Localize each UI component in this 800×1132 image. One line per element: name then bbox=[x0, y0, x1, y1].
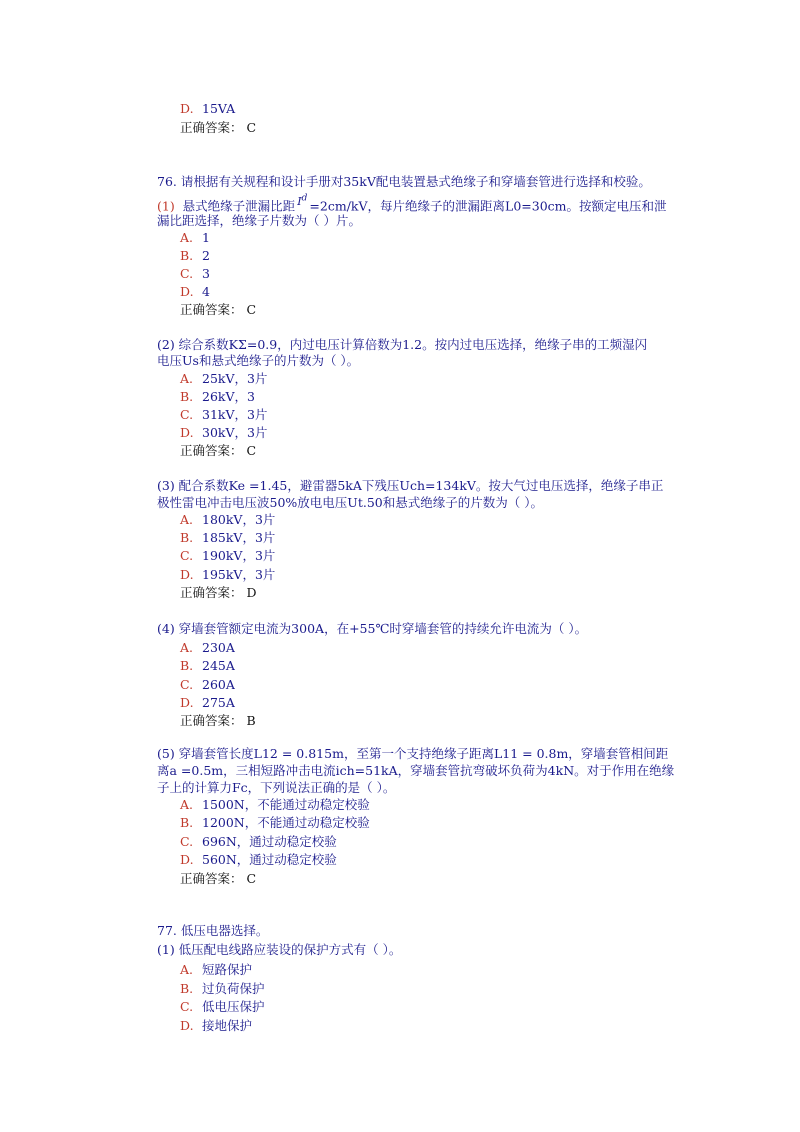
correct-answer: 正确答案： C bbox=[180, 302, 257, 317]
option-d bbox=[180, 100, 235, 118]
option-text: 1500N，不能通过动稳定校验 bbox=[202, 797, 370, 812]
option-d bbox=[180, 283, 210, 301]
option-letter: C. bbox=[180, 548, 194, 563]
option-c bbox=[180, 265, 210, 283]
option-text: 195kV，3片 bbox=[202, 567, 276, 582]
option-letter: B. bbox=[180, 530, 194, 545]
option-letter: A. bbox=[180, 230, 194, 245]
option-text: 560N，通过动稳定校验 bbox=[202, 852, 337, 867]
option-text: 短路保护 bbox=[202, 962, 253, 977]
sub1-text-b: =2cm/kV，每片绝缘子的泄漏距离L0=30cm。按额定电压和泄 bbox=[309, 198, 667, 214]
option-a bbox=[180, 370, 267, 388]
q76-sub5-line1: (5) 穿墙套管长度L12 = 0.815m，至第一个支持绝缘子距离L11 = 0.8m，穿墙套管相间距 bbox=[157, 746, 669, 761]
option-b bbox=[180, 980, 265, 998]
q76-sub3-line2: 极性雷电冲击电压波50%放电电压Ut.50和悬式绝缘子的片数为（ ）。 bbox=[157, 495, 543, 510]
option-letter: B. bbox=[180, 248, 194, 263]
option-text: 180kV，3片 bbox=[202, 512, 276, 527]
option-letter: D. bbox=[180, 284, 194, 299]
option-b bbox=[180, 814, 370, 832]
option-c bbox=[180, 998, 265, 1016]
option-letter: D. bbox=[180, 567, 194, 582]
option-text: 26kV，3 bbox=[202, 389, 255, 404]
option-text: 接地保护 bbox=[202, 1018, 253, 1033]
option-c bbox=[180, 676, 235, 694]
option-text: 4 bbox=[202, 284, 210, 299]
q76-sub4-line1: (4) 穿墙套管额定电流为300A，在+55℃时穿墙套管的持续允许电流为（ ）。 bbox=[157, 621, 588, 636]
sub-number: (1) bbox=[157, 198, 175, 214]
option-text: 25kV，3片 bbox=[202, 371, 268, 386]
option-text: 1 bbox=[202, 230, 210, 245]
option-text: 275A bbox=[202, 695, 235, 710]
leakage-symbol bbox=[297, 192, 308, 208]
option-text: 696N，通过动稳定校验 bbox=[202, 834, 337, 849]
correct-answer: 正确答案： C bbox=[180, 443, 257, 458]
option-letter: B. bbox=[180, 658, 194, 673]
option-letter: C. bbox=[180, 834, 194, 849]
question-77-title: 77. 低压电器选择。 bbox=[157, 923, 269, 938]
correct-answer: 正确答案： C bbox=[180, 871, 257, 886]
option-d bbox=[180, 566, 275, 584]
option-a bbox=[180, 796, 370, 814]
option-d bbox=[180, 1017, 252, 1035]
q76-sub5-line3: 子上的计算力Fc，下列说法正确的是（ ）。 bbox=[157, 780, 396, 795]
option-letter: C. bbox=[180, 999, 194, 1014]
option-d bbox=[180, 851, 337, 869]
option-letter: A. bbox=[180, 797, 194, 812]
option-text: 185kV，3片 bbox=[202, 530, 276, 545]
option-b bbox=[180, 247, 210, 265]
option-letter: B. bbox=[180, 981, 194, 996]
q77-sub1-line1: (1) 低压配电线路应装设的保护方式有（ ）。 bbox=[157, 942, 402, 957]
option-letter: A. bbox=[180, 371, 194, 386]
option-text: 30kV，3片 bbox=[202, 425, 268, 440]
option-letter: C. bbox=[180, 677, 194, 692]
option-letter: D. bbox=[180, 1018, 194, 1033]
q76-sub5-line2: 离a =0.5m，三相短路冲击电流ich=51kA，穿墙套管抗弯破坏负荷为4kN。对于作用在绝缘 bbox=[157, 763, 675, 778]
leakage-symbol-sup: d bbox=[301, 192, 308, 203]
option-letter: A. bbox=[180, 962, 194, 977]
option-c bbox=[180, 833, 337, 851]
correct-answer: 正确答案： B bbox=[180, 713, 256, 728]
option-a bbox=[180, 229, 210, 247]
option-d bbox=[180, 694, 235, 712]
q76-sub1-line2: 漏比距选择，绝缘子片数为（ ）片。 bbox=[157, 213, 361, 228]
option-letter: C. bbox=[180, 266, 194, 281]
option-c bbox=[180, 547, 275, 565]
option-b bbox=[180, 529, 275, 547]
option-letter: C. bbox=[180, 407, 194, 422]
correct-answer: 正确答案： D bbox=[180, 585, 257, 600]
option-text: 低电压保护 bbox=[202, 999, 265, 1014]
option-text: 3 bbox=[202, 266, 210, 281]
option-letter: D. bbox=[180, 425, 194, 440]
leakage-symbol-base: I bbox=[297, 194, 302, 208]
option-d bbox=[180, 424, 267, 442]
option-text: 1200N，不能通过动稳定校验 bbox=[202, 815, 370, 830]
option-b bbox=[180, 657, 235, 675]
option-a bbox=[180, 511, 275, 529]
option-letter: D. bbox=[180, 852, 194, 867]
option-c bbox=[180, 406, 267, 424]
q76-sub3-line1: (3) 配合系数Ke =1.45，避雷器5kA下残压Uch=134kV。按大气过电压选择，绝缘子串正 bbox=[157, 478, 664, 493]
correct-answer: 正确答案： C bbox=[180, 120, 257, 135]
option-text: 2 bbox=[202, 248, 210, 263]
option-letter: D. bbox=[180, 695, 194, 710]
question-76-title: 76. 请根据有关规程和设计手册对35kV配电装置悬式绝缘子和穿墙套管进行选择和校验。 bbox=[157, 174, 651, 189]
option-text: 245A bbox=[202, 658, 235, 673]
q76-sub2-line1: (2) 综合系数KΣ=0.9，内过电压计算倍数为1.2。按内过电压选择，绝缘子串的工频湿闪 bbox=[157, 337, 648, 352]
option-text: 230A bbox=[202, 640, 235, 655]
option-letter: B. bbox=[180, 389, 194, 404]
option-text: 31kV，3片 bbox=[202, 407, 268, 422]
option-a bbox=[180, 639, 235, 657]
option-letter: A. bbox=[180, 640, 194, 655]
option-b bbox=[180, 388, 255, 406]
q76-sub2-line2: 电压Us和悬式绝缘子的片数为（ ）。 bbox=[157, 353, 360, 368]
option-a bbox=[180, 961, 252, 979]
option-text: 过负荷保护 bbox=[202, 981, 265, 996]
option-text: 190kV，3片 bbox=[202, 548, 276, 563]
option-letter: B. bbox=[180, 815, 194, 830]
option-text: 260A bbox=[202, 677, 235, 692]
sub1-text-a: 悬式绝缘子泄漏比距 bbox=[182, 198, 296, 214]
option-letter: D. bbox=[180, 101, 194, 116]
option-letter: A. bbox=[180, 512, 194, 527]
option-text: 15VA bbox=[202, 101, 236, 116]
